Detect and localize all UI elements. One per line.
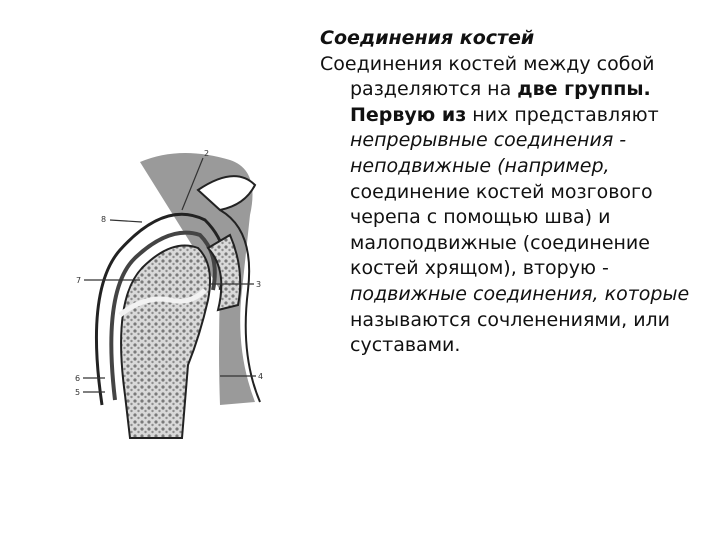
label-5: 5	[75, 388, 81, 397]
label-4: 4	[258, 372, 264, 381]
label-6: 6	[75, 374, 81, 383]
body-text-7: называются сочленениями, или суставами.	[350, 308, 671, 357]
label-7: 7	[76, 276, 82, 285]
body-paragraph	[320, 52, 690, 359]
humeral-head	[121, 246, 210, 439]
body-text-5: соединение костей мозгового черепа с помощью шва) и малоподвижные (соединение костей хрящом), вторую -	[350, 180, 653, 280]
text-block	[320, 26, 690, 359]
label-8: 8	[101, 215, 107, 224]
slide-title: Соединения костей	[320, 27, 535, 49]
joint-illustration	[70, 140, 320, 440]
body-text-2: две группы. Первую из	[350, 78, 651, 126]
body-text-6: подвижные соединения, которые	[350, 282, 690, 305]
shoulder-joint-drawing	[70, 140, 320, 440]
label-2: 2	[204, 149, 210, 158]
label-3: 3	[256, 280, 262, 289]
body-text-4: непрерывные соединения - неподвижные (например,	[350, 129, 627, 177]
body-text-3: них представляют	[466, 103, 659, 126]
body-text-1: Соединения костей между собой разделяются на	[320, 52, 655, 101]
